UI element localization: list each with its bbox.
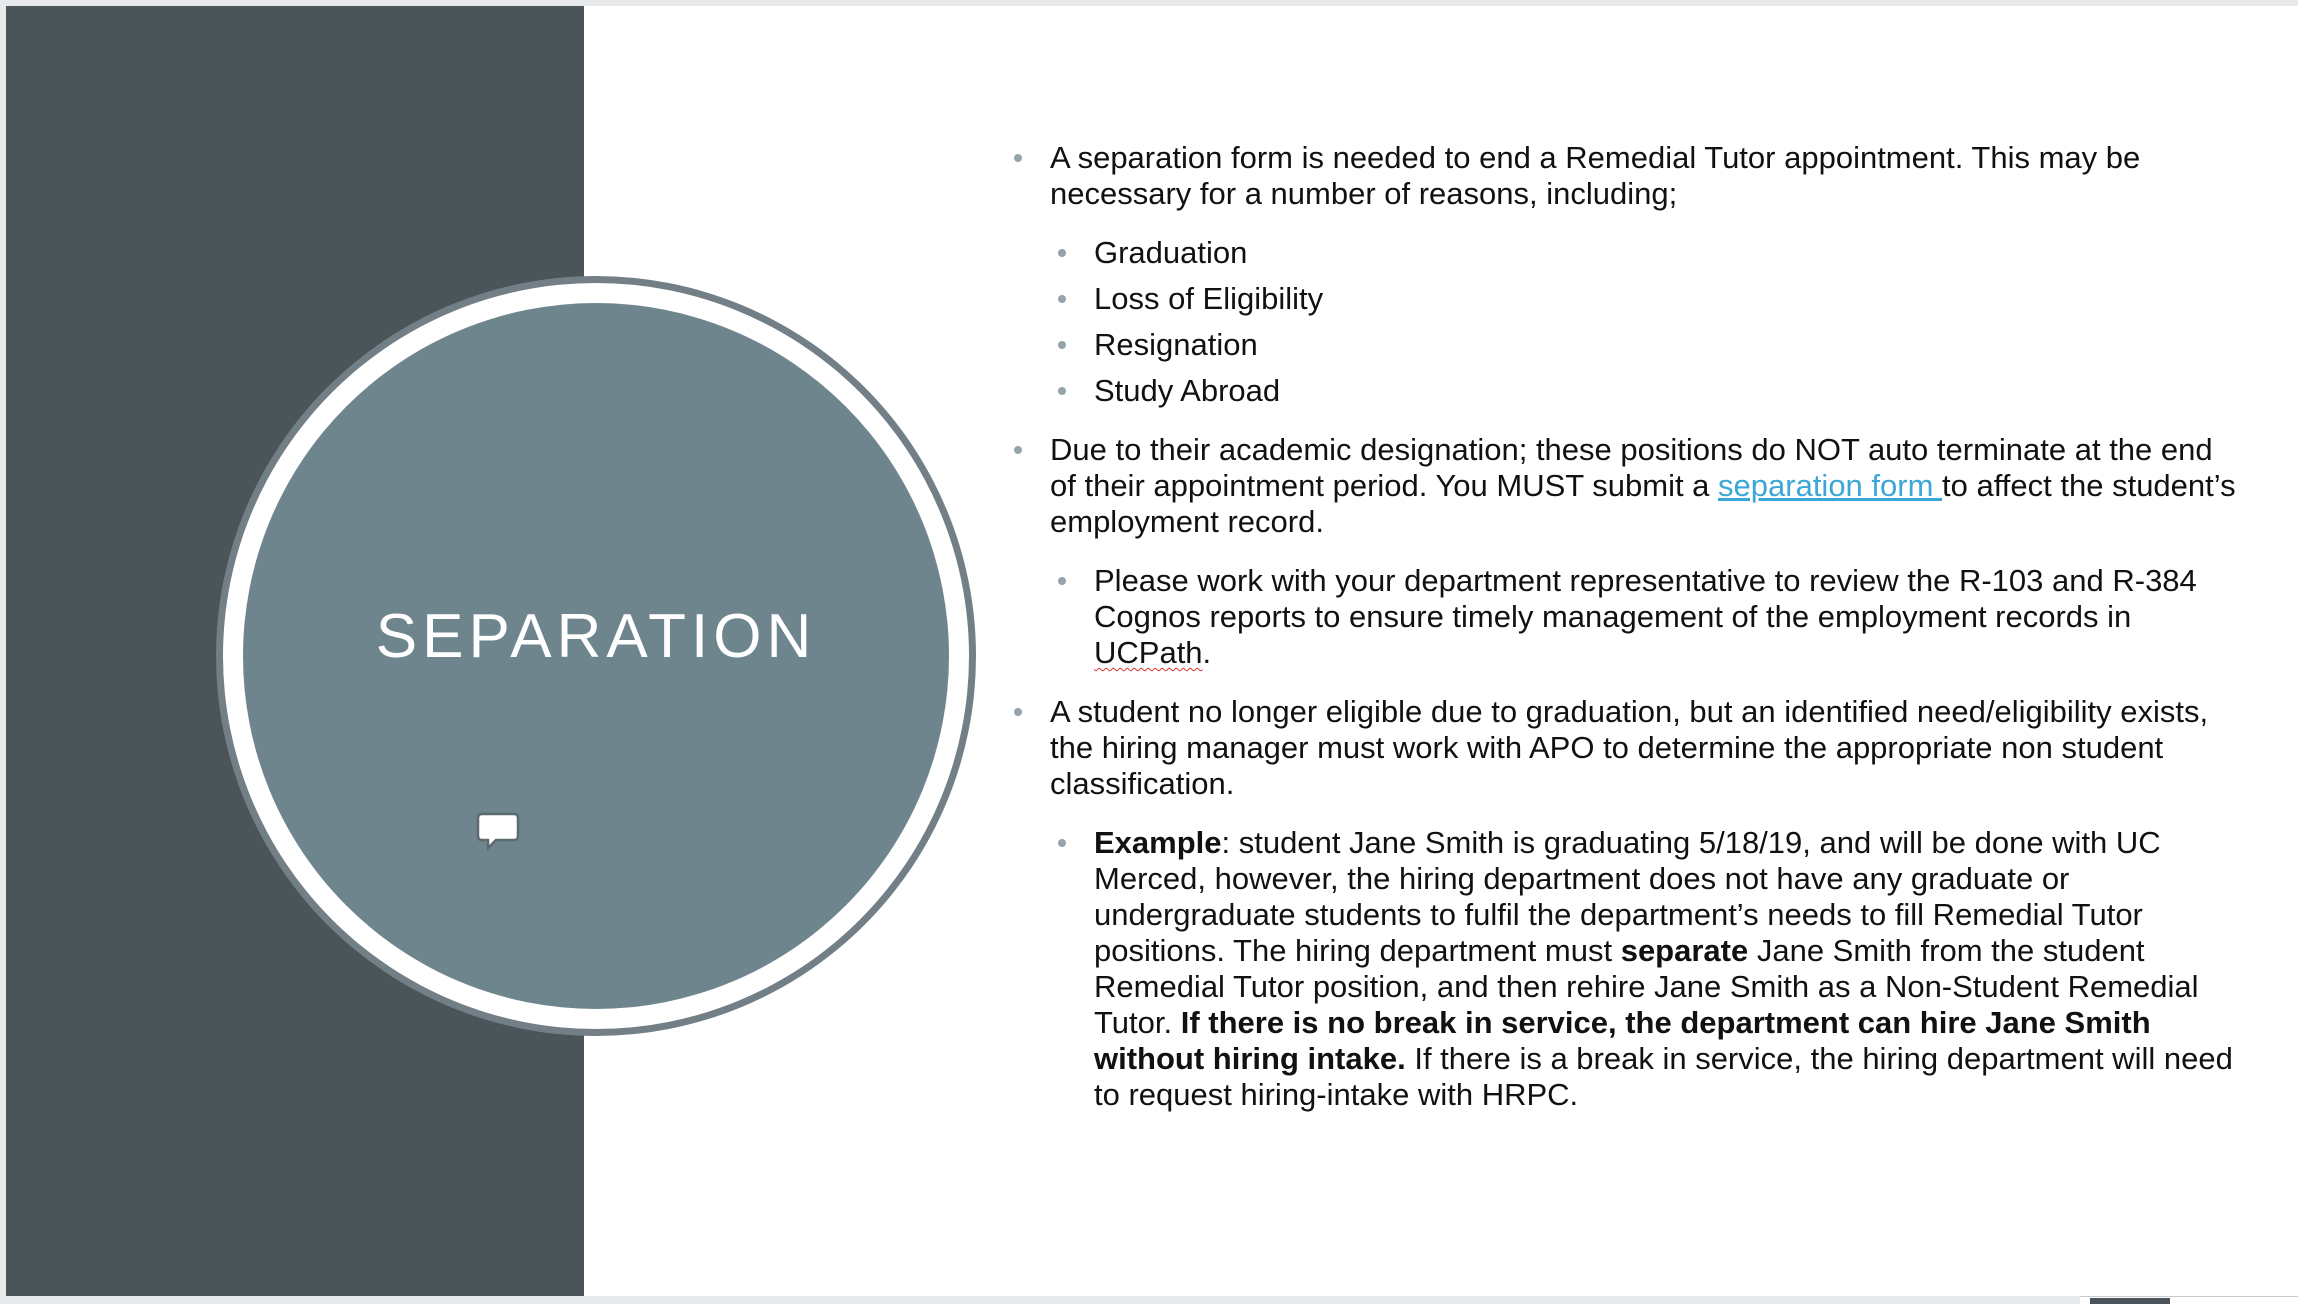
sub-bullet-cognos-reports <box>1050 563 2246 671</box>
sub-bullet-text: Study Abroad <box>1094 373 1281 408</box>
sub-bullet-text: Please work with your department representative to review the R-103 and R-384 Cognos reports to ensure timely management of the employment records in <box>1094 563 2197 634</box>
sub-bullet-period: . <box>1202 635 1212 670</box>
bullet-text-continued: to affect the student’s employment record. <box>1050 468 2236 539</box>
bullet-text: A separation form is needed to end a Remedial Tutor appointment. This may be necessary for a number of reasons, including; <box>1050 140 2141 211</box>
sub-bullet-loss-of-eligibility <box>1050 281 2246 317</box>
example-text-1: : student Jane Smith is graduating 5/18/19, and will be done with UC Merced, however, the hiring department does not have any graduate or undergraduate students to fulfil the department’s needs to fill Remedial Tutor positions. The hiring department must <box>1094 825 2161 968</box>
sub-bullet-resignation <box>1050 327 2246 363</box>
bullet-text: Due to their academic designation; these positions do NOT auto terminate at the end of their appointment period. You MUST submit a <box>1050 432 2213 503</box>
sub-bullet-example <box>1050 825 2246 1113</box>
example-label: Example <box>1094 825 1222 860</box>
example-bold-statement: If there is no break in service, the department can hire Jane Smith without hiring intake. <box>1094 1005 2151 1076</box>
sub-bullet-text: Graduation <box>1094 235 1248 270</box>
example-bold-separate: separate <box>1620 933 1749 968</box>
comment-icon[interactable] <box>474 806 522 854</box>
slide-title[interactable]: SEPARATION <box>375 602 817 671</box>
sub-bullet-study-abroad <box>1050 373 2246 409</box>
bullet-text: A student no longer eligible due to graduation, but an identified need/eligibility exists, the hiring manager must work with APO to determine the appropriate non student classification. <box>1050 694 2209 801</box>
bullet-separation-form-needed <box>1006 140 2246 212</box>
slide-canvas[interactable] <box>6 6 2298 1296</box>
bullet-no-auto-terminate <box>1006 432 2246 540</box>
sub-bullet-text: Resignation <box>1094 327 1258 362</box>
sub-bullet-graduation <box>1050 235 2246 271</box>
example-text-3: If there is a break in service, the hiring department will need to request hiring-intake with HRPC. <box>1094 1041 2233 1112</box>
next-slide-thumbnail-edge[interactable] <box>2090 1298 2170 1304</box>
content-text-box[interactable] <box>1006 140 2246 1136</box>
spellcheck-word-ucpath[interactable]: UCPath <box>1094 635 1203 670</box>
example-text-2: Jane Smith from the student Remedial Tutor position, and then rehire Jane Smith as a Non-Student Remedial Tutor. <box>1094 933 2199 1040</box>
sub-bullet-text: Loss of Eligibility <box>1094 281 1324 316</box>
bullet-graduation-eligibility <box>1006 694 2246 802</box>
separation-form-link[interactable]: separation form <box>1718 468 1943 503</box>
